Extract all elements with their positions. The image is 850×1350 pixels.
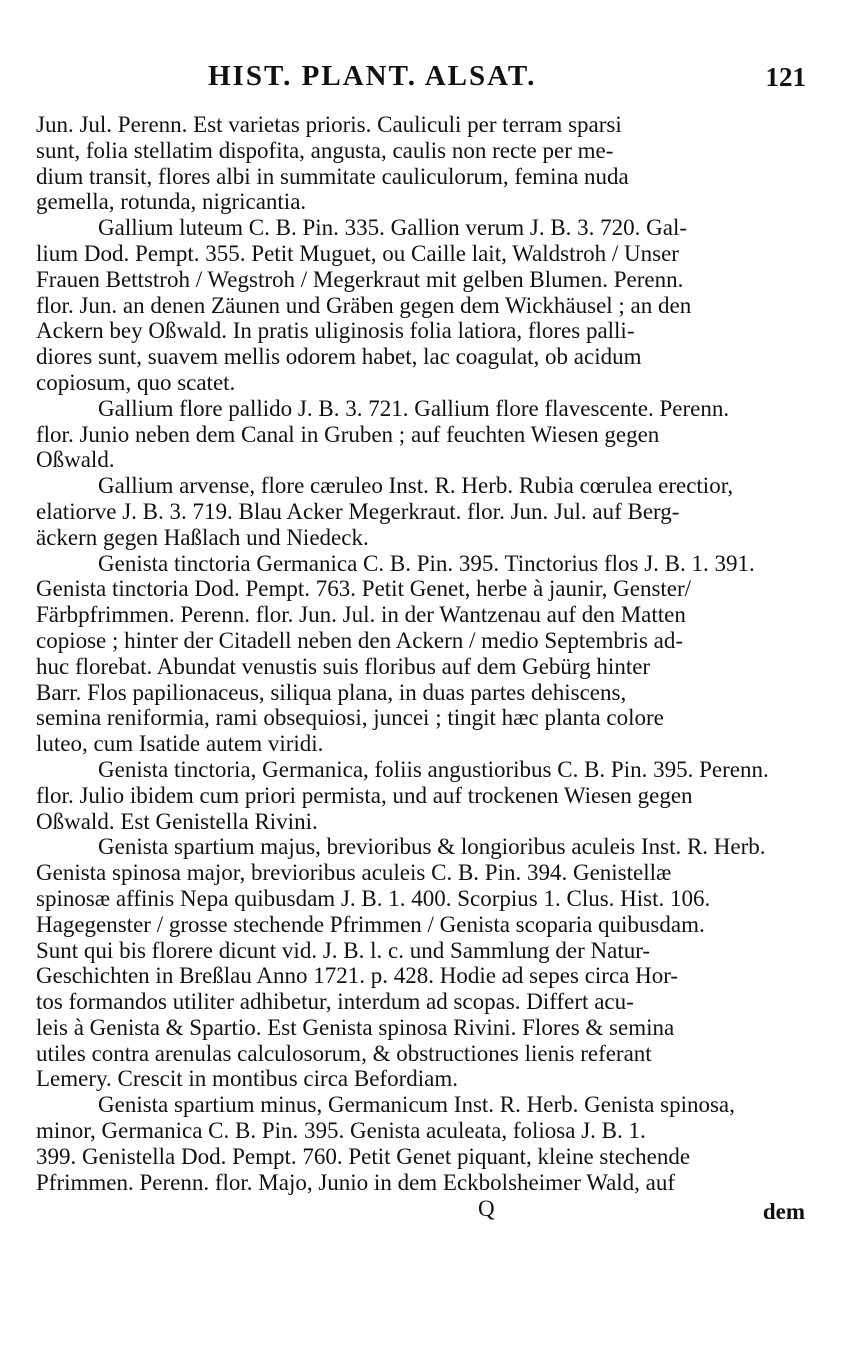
text-line: flor. Julio ibidem cum priori permista, und auf trockenen Wiesen gegen [36,782,693,808]
text-line: Pfrimmen. Perenn. flor. Majo, Junio in dem Eckbolsheimer Wald, auf [36,1169,676,1195]
text-line: Barr. Flos papilionaceus, siliqua plana, in duas partes dehiscens, [36,679,627,705]
text-line: Gallium flore pallido J. B. 3. 721. Gallium flore flavescente. Perenn. [98,395,730,421]
text-line: huc florebat. Abundat venustis suis floribus auf dem Gebürg hinter [36,653,651,679]
text-line: Genista spartium minus, Germanicum Inst. R. Herb. Genista spinosa, [98,1092,735,1118]
text-line: Gallium luteum C. B. Pin. 335. Gallion verum J. B. 3. 720. Gal- [98,215,688,241]
text-line: minor, Germanica C. B. Pin. 395. Genista aculeata, foliosa J. B. 1. [36,1118,646,1144]
text-line: sunt, folia stellatim dispofita, angusta, caulis non recte per me- [36,137,614,163]
text-line: leis à Genista & Spartio. Est Genista spinosa Rivini. Flores & semina [36,1014,675,1040]
text-line: lium Dod. Pempt. 355. Petit Muguet, ou Caille lait, Waldstroh / Unser [36,240,679,266]
text-line: Oßwald. [36,447,115,473]
text-line: tos formandos utiliter adhibetur, interdum ad scopas. Differt acu- [36,989,634,1015]
text-line: copiosum, quo scatet. [36,369,236,395]
text-line: Sunt qui bis florere dicunt vid. J. B. l. c. und Sammlung der Natur- [36,937,651,963]
text-line: gemella, rotunda, nigricantia. [36,189,307,215]
text-line: Genista tinctoria Dod. Pempt. 763. Petit Genet, herbe à jaunir, Genster/ [36,576,692,602]
text-line: spinosæ affinis Nepa quibusdam J. B. 1. 400. Scorpius 1. Clus. Hist. 106. [36,885,711,911]
text-line: dium transit, flores albi in summitate cauliculorum, femina nuda [36,163,629,189]
text-line: semina reniformia, rami obsequiosi, juncei ; tingit hæc planta colore [36,705,664,731]
text-line: utiles contra arenulas calculosorum, & obstructiones lienis referant [36,1040,652,1066]
text-line: Ackern bey Oßwald. In pratis uliginosis folia latiora, flores palli- [36,318,635,344]
text-line: äckern gegen Haßlach und Niedeck. [36,524,369,550]
text-line: luteo, cum Isatide autem viridi. [36,731,324,757]
text-line: Genista spartium majus, brevioribus & longioribus aculeis Inst. R. Herb. [98,834,766,860]
text-line: Lemery. Crescit in montibus circa Befordiam. [36,1066,458,1092]
text-line: Färbpfrimmen. Perenn. flor. Jun. Jul. in der Wantzenau auf den Matten [36,602,686,628]
page-text [36,112,811,1225]
page-footer [36,1195,811,1225]
page-header [40,60,806,100]
running-title: HIST. PLANT. ALSAT. [208,60,537,92]
text-line: flor. Jun. an denen Zäunen und Gräben gegen dem Wickhäusel ; an den [36,292,692,318]
text-line: Genista tinctoria Germanica C. B. Pin. 395. Tinctorius flos J. B. 1. 391. [98,550,755,576]
text-line: Geschichten in Breßlau Anno 1721. p. 428. Hodie ad sepes circa Hor- [36,963,679,989]
text-line: Genista tinctoria, Germanica, foliis angustioribus C. B. Pin. 395. Perenn. [98,756,769,782]
page-number: 121 [765,62,806,92]
text-line: copiose ; hinter der Citadell neben den Ackern / medio Septembris ad- [36,627,684,653]
text-line: Oßwald. Est Genistella Rivini. [36,808,318,834]
catchword: dem [762,1199,805,1225]
text-line: diores sunt, suavem mellis odorem habet, lac coagulat, ob acidum [36,344,642,370]
text-line: Frauen Bettstroh / Wegstroh / Megerkraut mit gelben Blumen. Perenn. [36,266,684,292]
signature-mark: Q [478,1196,495,1222]
text-line: Hagegenster / grosse stechende Pfrimmen / Genista scoparia quibusdam. [36,911,705,937]
text-line: elatiorve J. B. 3. 719. Blau Acker Megerkraut. flor. Jun. Jul. auf Berg- [36,498,680,524]
text-line: Gallium arvense, flore cæruleo Inst. R. Herb. Rubia cœrulea erectior, [98,473,734,499]
text-line: Jun. Jul. Perenn. Est varietas prioris. Cauliculi per terram sparsi [36,112,622,137]
text-line: Genista spinosa major, brevioribus aculeis C. B. Pin. 394. Genistellæ [36,860,672,886]
text-line: flor. Junio neben dem Canal in Gruben ; auf feuchten Wiesen gegen [36,421,660,447]
text-line: 399. Genistella Dod. Pempt. 760. Petit Genet piquant, kleine stechende [36,1143,691,1169]
